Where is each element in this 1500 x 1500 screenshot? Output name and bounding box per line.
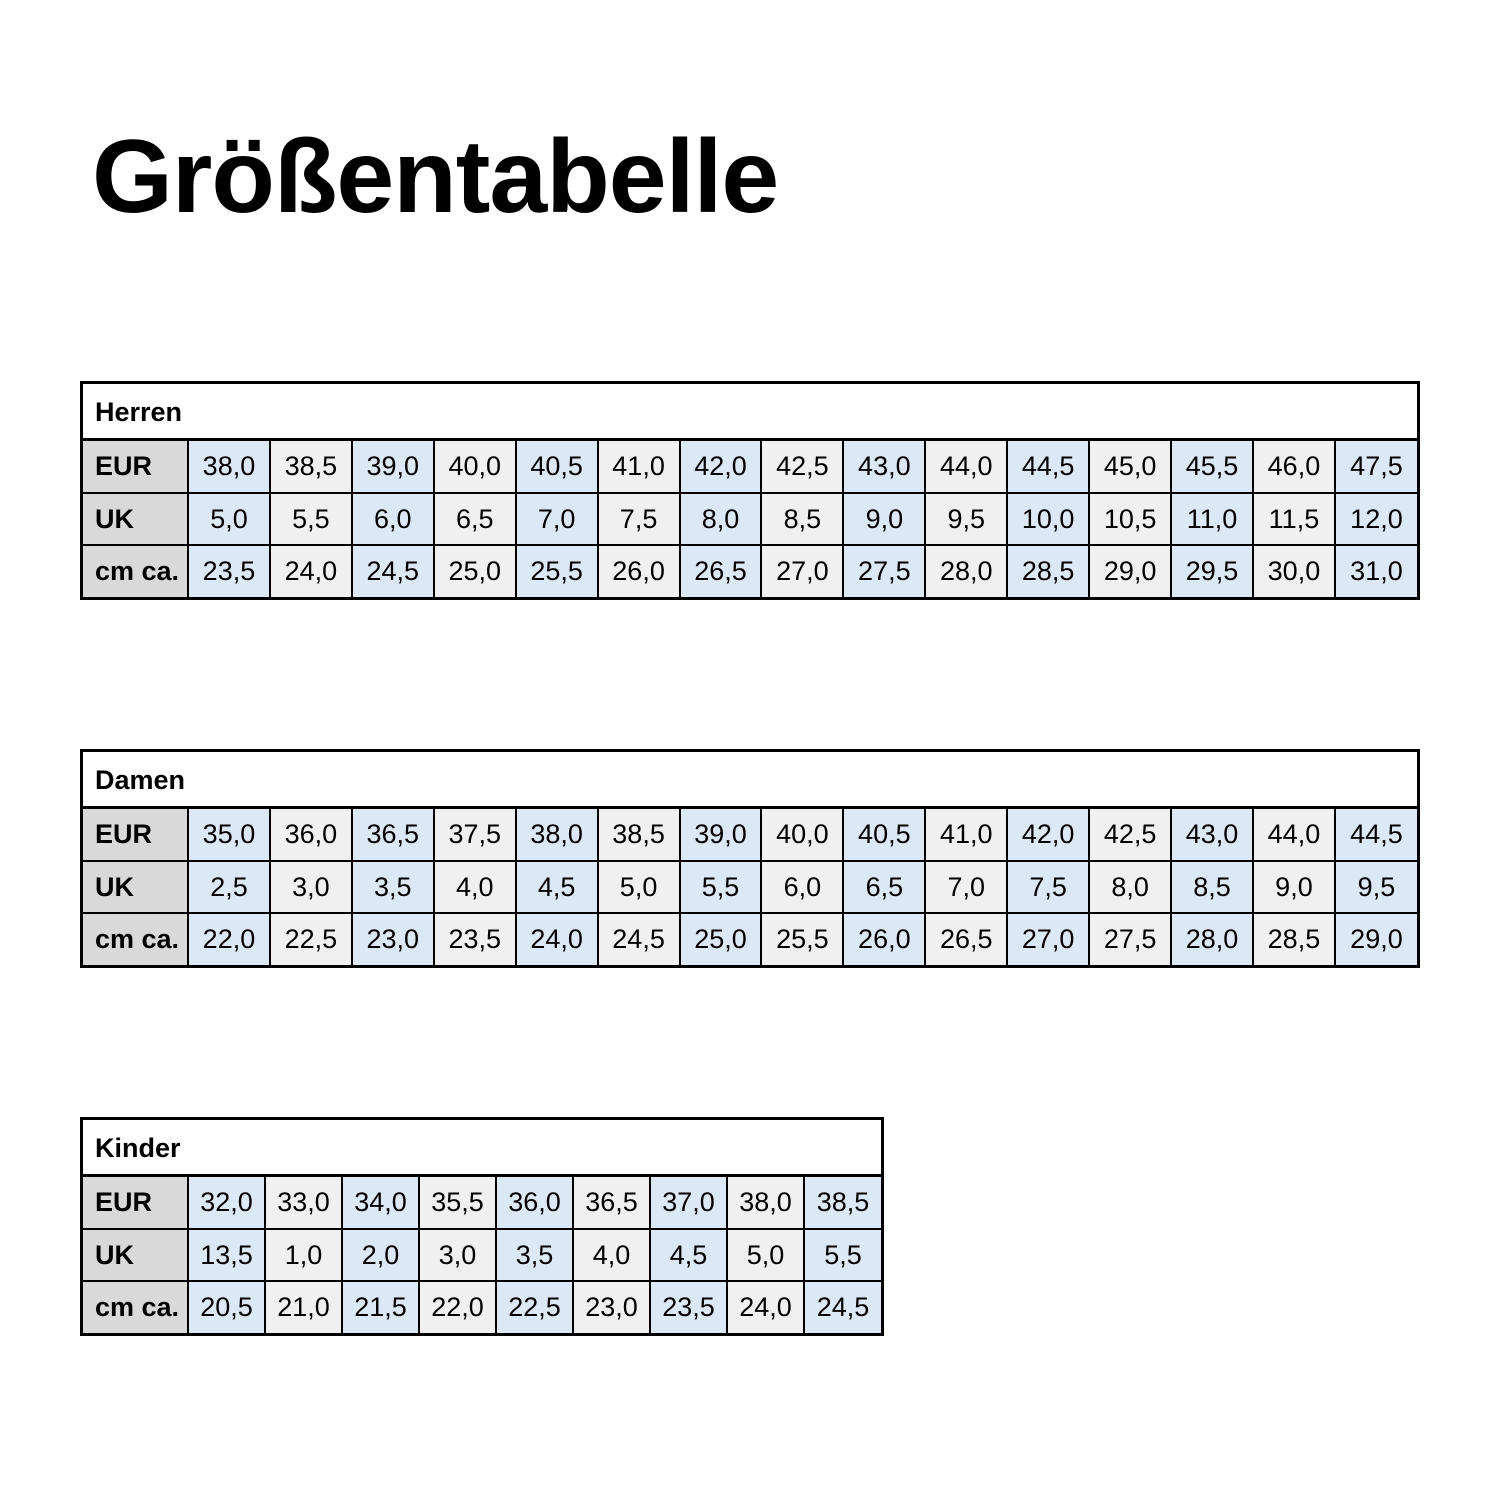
table-cell: 24,0 (516, 913, 598, 965)
table-cell: 4,5 (516, 861, 598, 913)
table-cell: 24,5 (352, 545, 434, 597)
table-cell: 3,5 (352, 861, 434, 913)
table-cell: 44,0 (1253, 809, 1335, 861)
table-cell: 40,0 (761, 809, 843, 861)
table-cell: 24,5 (804, 1281, 881, 1333)
table-cell: 3,0 (419, 1229, 496, 1281)
table-row (83, 441, 1417, 493)
table-cell: 23,5 (188, 545, 270, 597)
row-header: cm ca. (83, 913, 188, 965)
table-cell: 30,0 (1253, 545, 1335, 597)
table-cell: 36,0 (270, 809, 352, 861)
table-cell: 24,0 (270, 545, 352, 597)
table-cell: 37,5 (434, 809, 516, 861)
table-cell: 45,5 (1171, 441, 1253, 493)
table-cell: 8,0 (1089, 861, 1171, 913)
table-cell: 44,0 (925, 441, 1007, 493)
table-cell: 37,0 (650, 1177, 727, 1229)
table-cell: 28,5 (1007, 545, 1089, 597)
table-cell: 44,5 (1335, 809, 1417, 861)
table-cell: 36,5 (573, 1177, 650, 1229)
table-cell: 1,0 (265, 1229, 342, 1281)
table-caption-damen: Damen (83, 752, 1417, 809)
table-cell: 22,5 (270, 913, 352, 965)
table-cell: 21,0 (265, 1281, 342, 1333)
table-cell: 23,5 (434, 913, 516, 965)
table-cell: 20,5 (188, 1281, 265, 1333)
table-cell: 43,0 (1171, 809, 1253, 861)
table-cell: 40,5 (516, 441, 598, 493)
table-cell: 5,5 (270, 493, 352, 545)
table-cell: 8,0 (680, 493, 762, 545)
table-cell: 35,5 (419, 1177, 496, 1229)
table-cell: 41,0 (925, 809, 1007, 861)
table-row (83, 861, 1417, 913)
table-cell: 6,0 (761, 861, 843, 913)
table-cell: 40,0 (434, 441, 516, 493)
table-body-kinder (83, 1177, 881, 1333)
table-cell: 8,5 (1171, 861, 1253, 913)
table-cell: 38,5 (804, 1177, 881, 1229)
table-cell: 28,0 (925, 545, 1007, 597)
table-cell: 42,5 (1089, 809, 1171, 861)
table-cell: 23,0 (352, 913, 434, 965)
table-cell: 28,5 (1253, 913, 1335, 965)
table-cell: 41,0 (598, 441, 680, 493)
table-cell: 5,5 (680, 861, 762, 913)
table-cell: 4,0 (434, 861, 516, 913)
table-cell: 6,0 (352, 493, 434, 545)
table-caption-kinder: Kinder (83, 1120, 881, 1177)
table-cell: 26,0 (598, 545, 680, 597)
table-cell: 5,5 (804, 1229, 881, 1281)
table-cell: 43,0 (843, 441, 925, 493)
table-cell: 22,0 (419, 1281, 496, 1333)
table-cell: 25,5 (516, 545, 598, 597)
table-cell: 29,0 (1335, 913, 1417, 965)
row-header: cm ca. (83, 1281, 188, 1333)
table-cell: 6,5 (434, 493, 516, 545)
table-row (83, 809, 1417, 861)
table-cell: 36,5 (352, 809, 434, 861)
table-cell: 38,5 (270, 441, 352, 493)
table-cell: 2,5 (188, 861, 270, 913)
table-row (83, 545, 1417, 597)
table-cell: 13,5 (188, 1229, 265, 1281)
row-header: UK (83, 493, 188, 545)
table-cell: 46,0 (1253, 441, 1335, 493)
size-table-damen (80, 749, 1420, 968)
table-cell: 7,0 (516, 493, 598, 545)
table-cell: 11,0 (1171, 493, 1253, 545)
table-row (83, 1281, 881, 1333)
table-cell: 23,5 (650, 1281, 727, 1333)
table-row (83, 913, 1417, 965)
row-header: EUR (83, 441, 188, 493)
table-cell: 21,5 (342, 1281, 419, 1333)
table-cell: 23,0 (573, 1281, 650, 1333)
table-cell: 4,5 (650, 1229, 727, 1281)
table-body-damen (83, 809, 1417, 965)
table-cell: 42,5 (761, 441, 843, 493)
table-cell: 28,0 (1171, 913, 1253, 965)
table-cell: 27,0 (1007, 913, 1089, 965)
table-cell: 38,0 (188, 441, 270, 493)
table-cell: 6,5 (843, 861, 925, 913)
table-cell: 27,5 (843, 545, 925, 597)
table-cell: 31,0 (1335, 545, 1417, 597)
table-cell: 44,5 (1007, 441, 1089, 493)
table-cell: 7,5 (598, 493, 680, 545)
table-cell: 10,0 (1007, 493, 1089, 545)
table-cell: 5,0 (727, 1229, 804, 1281)
table-row (83, 1177, 881, 1229)
table-cell: 24,5 (598, 913, 680, 965)
table-cell: 9,0 (843, 493, 925, 545)
table-cell: 26,5 (925, 913, 1007, 965)
table-cell: 9,5 (925, 493, 1007, 545)
table-cell: 27,5 (1089, 913, 1171, 965)
table-cell: 25,0 (434, 545, 516, 597)
table-damen (83, 809, 1417, 965)
size-table-herren (80, 381, 1420, 600)
row-header: UK (83, 861, 188, 913)
table-cell: 7,0 (925, 861, 1007, 913)
table-cell: 25,5 (761, 913, 843, 965)
table-cell: 33,0 (265, 1177, 342, 1229)
table-cell: 45,0 (1089, 441, 1171, 493)
table-cell: 32,0 (188, 1177, 265, 1229)
page-title: Größentabelle (92, 119, 779, 235)
table-cell: 3,0 (270, 861, 352, 913)
table-cell: 39,0 (680, 809, 762, 861)
size-table-kinder (80, 1117, 884, 1336)
table-cell: 11,5 (1253, 493, 1335, 545)
table-cell: 42,0 (1007, 809, 1089, 861)
table-herren (83, 441, 1417, 597)
table-cell: 25,0 (680, 913, 762, 965)
table-cell: 36,0 (496, 1177, 573, 1229)
table-cell: 34,0 (342, 1177, 419, 1229)
table-cell: 29,5 (1171, 545, 1253, 597)
table-cell: 26,5 (680, 545, 762, 597)
table-cell: 38,5 (598, 809, 680, 861)
table-kinder (83, 1177, 881, 1333)
table-cell: 4,0 (573, 1229, 650, 1281)
table-cell: 7,5 (1007, 861, 1089, 913)
table-cell: 40,5 (843, 809, 925, 861)
table-cell: 5,0 (598, 861, 680, 913)
table-cell: 27,0 (761, 545, 843, 597)
row-header: EUR (83, 809, 188, 861)
table-cell: 10,5 (1089, 493, 1171, 545)
table-cell: 42,0 (680, 441, 762, 493)
table-cell: 8,5 (761, 493, 843, 545)
table-row (83, 493, 1417, 545)
row-header: UK (83, 1229, 188, 1281)
table-cell: 22,0 (188, 913, 270, 965)
table-cell: 29,0 (1089, 545, 1171, 597)
row-header: EUR (83, 1177, 188, 1229)
table-cell: 24,0 (727, 1281, 804, 1333)
table-cell: 22,5 (496, 1281, 573, 1333)
table-caption-herren: Herren (83, 384, 1417, 441)
table-cell: 35,0 (188, 809, 270, 861)
table-cell: 38,0 (727, 1177, 804, 1229)
table-cell: 5,0 (188, 493, 270, 545)
row-header: cm ca. (83, 545, 188, 597)
table-cell: 26,0 (843, 913, 925, 965)
table-cell: 12,0 (1335, 493, 1417, 545)
table-cell: 9,0 (1253, 861, 1335, 913)
table-cell: 9,5 (1335, 861, 1417, 913)
table-cell: 47,5 (1335, 441, 1417, 493)
table-cell: 39,0 (352, 441, 434, 493)
table-cell: 2,0 (342, 1229, 419, 1281)
table-cell: 3,5 (496, 1229, 573, 1281)
table-cell: 38,0 (516, 809, 598, 861)
table-row (83, 1229, 881, 1281)
table-body-herren (83, 441, 1417, 597)
